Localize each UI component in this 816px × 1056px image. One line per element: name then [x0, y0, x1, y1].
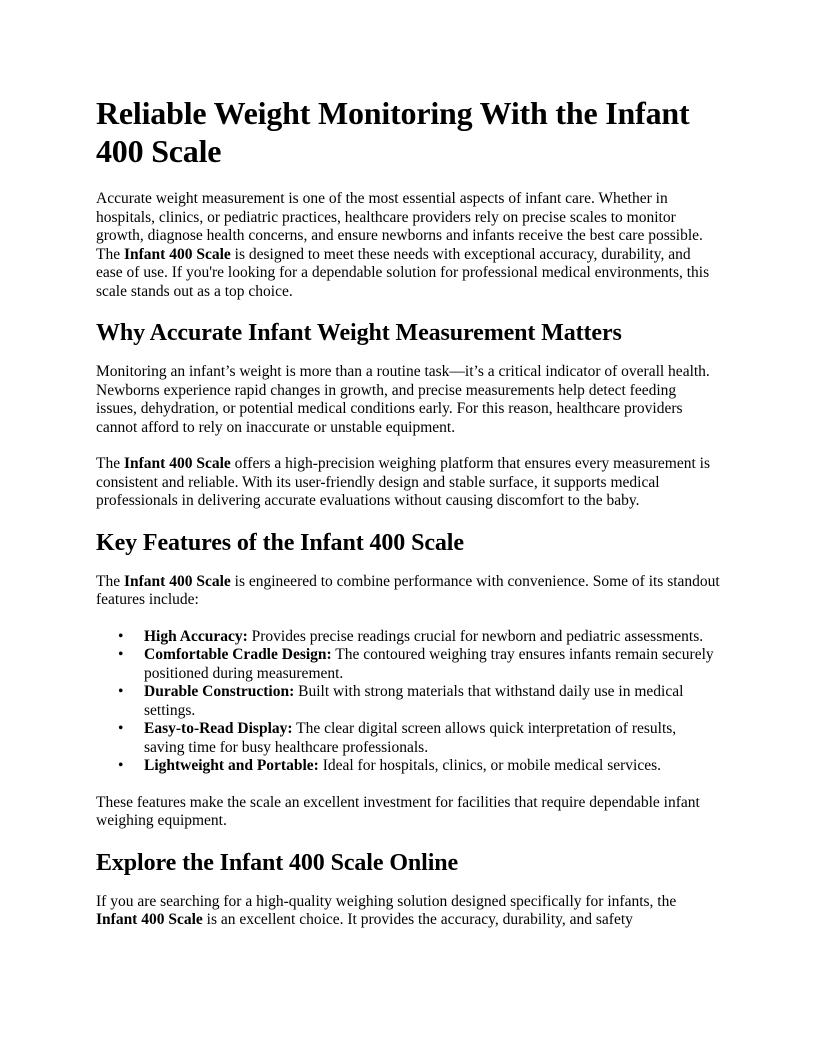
feature-text: Built with strong materials that withstand daily use in medical settings. [144, 683, 684, 719]
section-heading-why: Why Accurate Infant Weight Measurement Matters [96, 320, 622, 346]
bullet-icon: • [118, 757, 124, 774]
features-list [96, 628, 720, 776]
explore-paragraph [96, 893, 720, 930]
features-intro [96, 573, 720, 610]
feature-label: Durable Construction: [144, 683, 295, 700]
feature-item-portable [118, 757, 720, 776]
why-p2-text-1: The [96, 455, 124, 472]
intro-text-1: Accurate weight measurement is one of the most essential aspects of infant care. Whether in hospitals, clinics, or pediatric practices, healthcare providers rely on precise scales to monitor growth, diagnose health concerns, and ensure newborns and infants receive the best care possible. The [96, 190, 703, 263]
feature-label: High Accuracy: [144, 627, 248, 645]
why-paragraph-1: Monitoring an infant’s weight is more than a routine task—it’s a critical indicator of overall health. Newborns experience rapid changes in growth, and precise measurements help detect feeding issues, dehydration, or potential medical conditions early. For this reason, healthcare providers cannot afford to rely on inaccurate or unstable equipment. [96, 363, 710, 436]
feature-label: Easy-to-Read Display: [144, 720, 293, 737]
feature-item-display [118, 720, 720, 757]
feature-item-durable-construction [118, 683, 720, 720]
bullet-icon: • [118, 646, 124, 663]
feature-item-cradle-design [118, 646, 720, 683]
feature-item-high-accuracy [118, 627, 720, 647]
intro-text-2: is designed to meet these needs with exceptional accuracy, durability, and ease of use. If you're looking for a dependable solution for professional medical environments, this scale stands out as a top choice. [96, 245, 710, 300]
explore-text-2: is an excellent choice. It provides the accuracy, durability, and safety [202, 911, 633, 928]
explore-product-name: Infant 400 Scale [96, 911, 203, 928]
bullet-icon: • [118, 627, 124, 645]
feature-label: Lightweight and Portable: [144, 757, 319, 774]
explore-text-1: If you are searching for a high-quality weighing solution designed specifically for infants, the [96, 892, 677, 910]
feature-text: Ideal for hospitals, clinics, or mobile medical services. [318, 757, 662, 774]
features-outro: These features make the scale an excellent investment for facilities that require dependable infant weighing equipment. [96, 793, 700, 829]
features-intro-text-2: is engineered to combine performance with convenience. Some of its standout features include: [96, 572, 720, 608]
why-p2-text-2: offers a high-precision weighing platform that ensures every measurement is consistent and reliable. With its user-friendly design and stable surface, it supports medical professionals in delivering accurate evaluations without causing discomfort to the baby. [96, 455, 710, 509]
section-heading-explore: Explore the Infant 400 Scale Online [96, 849, 459, 876]
bullet-icon: • [118, 683, 124, 700]
page-title: Reliable Weight Monitoring With the Infant 400 Scale [96, 95, 690, 169]
features-intro-product-name: Infant 400 Scale [123, 572, 231, 590]
intro-product-name: Infant 400 Scale [123, 245, 231, 263]
bullet-icon: • [118, 720, 124, 737]
why-paragraph-2 [96, 455, 720, 511]
feature-text: Provides precise readings crucial for newborn and pediatric assessments. [247, 627, 704, 645]
feature-text: The clear digital screen allows quick interpretation of results, saving time for busy healthcare professionals. [144, 720, 677, 756]
feature-label: Comfortable Cradle Design: [144, 646, 332, 663]
document-body [96, 94, 720, 948]
why-p2-product-name: Infant 400 Scale [123, 455, 231, 472]
intro-paragraph [96, 190, 720, 301]
feature-text: The contoured weighing tray ensures infants remain securely positioned during measurement. [144, 646, 714, 682]
section-heading-features: Key Features of the Infant 400 Scale [96, 529, 464, 556]
features-intro-text-1: The [96, 572, 124, 590]
